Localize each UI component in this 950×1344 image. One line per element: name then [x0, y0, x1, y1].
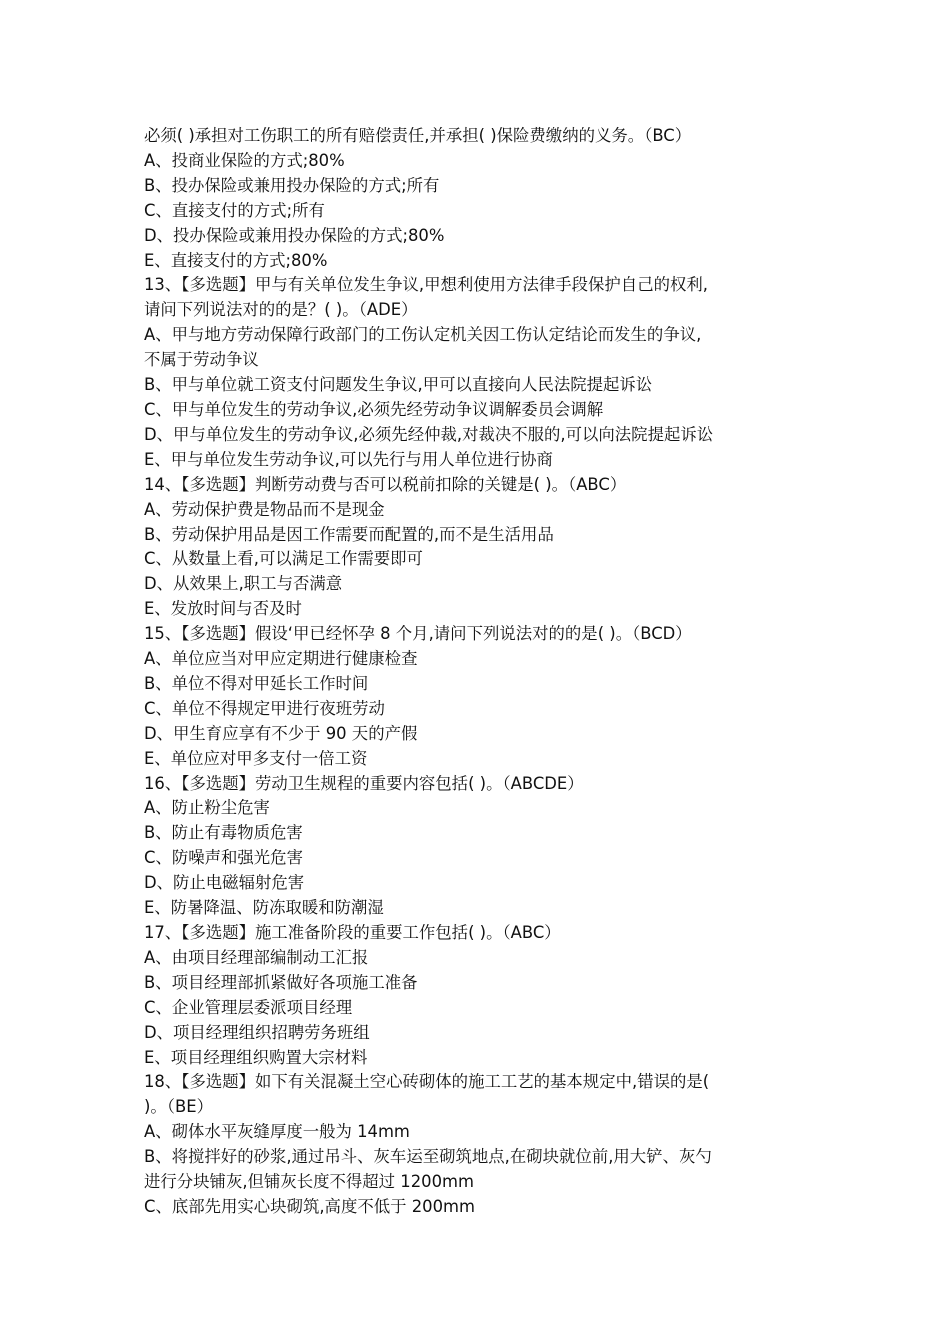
text-line: C、防噪声和强光危害: [144, 848, 303, 868]
text-line: B、将搅拌好的砂浆,通过吊斗、灰车运至砌筑地点,在砌块就位前,用大铲、灰勺: [144, 1147, 712, 1167]
text-line: C、从数量上看,可以满足工作需要即可: [144, 549, 423, 569]
text-line: C、单位不得规定甲进行夜班劳动: [144, 698, 385, 718]
text-line: B、单位不得对甲延长工作时间: [144, 673, 369, 693]
text-line: 15、【多选题】假设‘甲已经怀孕 8 个月,请问下列说法对的的是( )。（BCD）: [144, 624, 692, 644]
text-line: A、甲与地方劳动保障行政部门的工伤认定机关因工伤认定结论而发生的争议,: [144, 325, 702, 345]
text-line: B、项目经理部抓紧做好各项施工准备: [144, 972, 418, 992]
text-line: 13、【多选题】甲与有关单位发生争议,甲想利使用方法律手段保护自己的权利,: [144, 275, 708, 295]
text-line: E、发放时间与否及时: [144, 599, 302, 619]
text-line: E、项目经理组织购置大宗材料: [144, 1047, 368, 1067]
text-line: A、投商业保险的方式;80%: [144, 150, 345, 170]
text-line: D、甲生育应享有不少于 90 天的产假: [144, 723, 418, 743]
text-line: B、投办保险或兼用投办保险的方式;所有: [144, 175, 440, 195]
text-line: D、投办保险或兼用投办保险的方式;80%: [144, 225, 445, 245]
text-line: E、单位应对甲多支付一倍工资: [144, 748, 368, 768]
text-line: E、直接支付的方式;80%: [144, 250, 328, 270]
text-line: D、从效果上,职工与否满意: [144, 574, 343, 594]
text-line: )。（BE）: [144, 1097, 213, 1117]
text-line: D、防止电磁辐射危害: [144, 873, 305, 893]
text-line: 14、【多选题】判断劳动费与否可以税前扣除的关键是( )。（ABC）: [144, 474, 627, 494]
text-line: B、甲与单位就工资支付问题发生争议,甲可以直接向人民法院提起诉讼: [144, 375, 653, 395]
text-line: 不属于劳动争议: [144, 350, 259, 370]
text-line: 请问下列说法对的的是？( )。（ADE）: [144, 300, 418, 320]
text-line: 18、【多选题】如下有关混凝土空心砖砌体的施工工艺的基本规定中,错误的是(: [144, 1072, 710, 1092]
text-line: D、项目经理组织招聘劳务班组: [144, 1022, 370, 1042]
text-line: C、企业管理层委派项目经理: [144, 997, 353, 1017]
text-line: C、直接支付的方式;所有: [144, 200, 325, 220]
text-line: D、甲与单位发生的劳动争议,必须先经仲裁,对裁决不服的,可以向法院提起诉讼: [144, 424, 714, 444]
document-page: [144, 124, 812, 1220]
text-line: 16、【多选题】劳动卫生规程的重要内容包括( )。（ABCDE）: [144, 773, 584, 793]
text-line: A、单位应当对甲应定期进行健康检查: [144, 649, 418, 669]
text-line: E、防暑降温、防冻取暖和防潮湿: [144, 898, 384, 918]
text-line: C、底部先用实心块砌筑,高度不低于 200mm: [144, 1196, 475, 1216]
text-line: B、防止有毒物质危害: [144, 823, 303, 843]
text-line: A、防止粉尘危害: [144, 798, 270, 818]
text-line: E、甲与单位发生劳动争议,可以先行与用人单位进行协商: [144, 449, 553, 469]
text-line: B、劳动保护用品是因工作需要而配置的,而不是生活用品: [144, 524, 554, 544]
text-line: 必须( )承担对工伤职工的所有赔偿责任,并承担( )保险费缴纳的义务。（BC）: [144, 126, 692, 145]
text-line: C、甲与单位发生的劳动争议,必须先经劳动争议调解委员会调解: [144, 399, 604, 419]
text-line: A、砌体水平灰缝厚度一般为 14mm: [144, 1122, 410, 1142]
text-line: A、劳动保护费是物品而不是现金: [144, 499, 385, 519]
text-line: 17、【多选题】施工准备阶段的重要工作包括( )。（ABC）: [144, 923, 561, 942]
text-line: 进行分块铺灰,但铺灰长度不得超过 1200mm: [144, 1172, 474, 1192]
text-line: A、由项目经理部编制动工汇报: [144, 947, 369, 967]
